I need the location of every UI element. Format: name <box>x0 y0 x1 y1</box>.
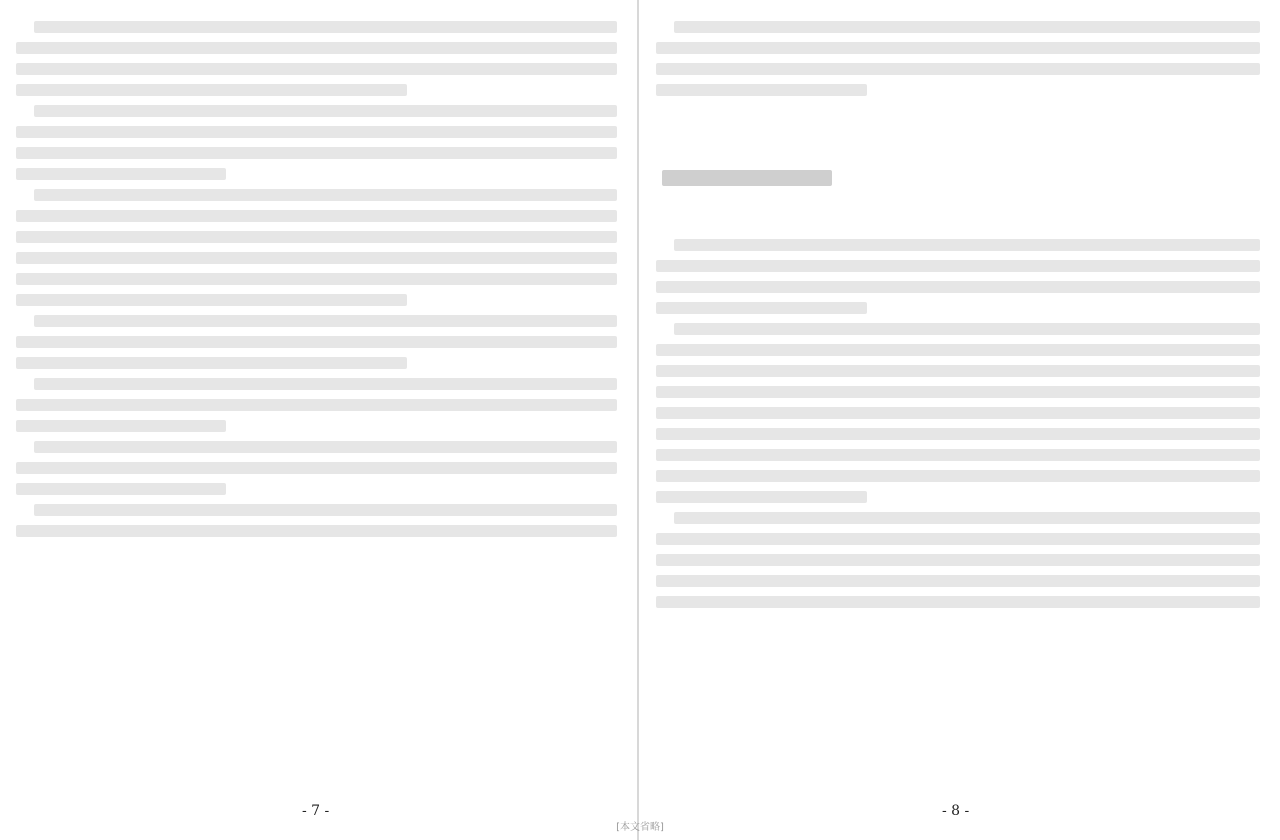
text-line-placeholder <box>674 323 1260 335</box>
text-line-placeholder <box>34 378 617 390</box>
text-line-placeholder <box>656 449 1260 461</box>
text-line-placeholder <box>16 63 617 75</box>
text-line-placeholder <box>16 231 617 243</box>
text-line-placeholder <box>16 168 226 180</box>
page-8-body-placeholder <box>656 230 1260 617</box>
text-line-placeholder <box>656 302 867 314</box>
content-omitted-notice: [本文省略] <box>616 822 664 833</box>
text-line-placeholder <box>34 189 617 201</box>
text-line-placeholder <box>34 105 617 117</box>
text-line-placeholder <box>16 525 617 537</box>
text-line-placeholder <box>656 344 1260 356</box>
text-line-placeholder <box>16 294 407 306</box>
text-line-placeholder <box>656 407 1260 419</box>
text-line-placeholder <box>656 281 1260 293</box>
text-line-placeholder <box>674 239 1260 251</box>
text-line-placeholder <box>16 462 617 474</box>
text-line-placeholder <box>16 84 407 96</box>
page-8 <box>640 0 1280 840</box>
text-line-placeholder <box>16 357 407 369</box>
text-line-placeholder <box>16 252 617 264</box>
text-line-placeholder <box>34 315 617 327</box>
text-line-placeholder <box>656 470 1260 482</box>
text-line-placeholder <box>674 21 1260 33</box>
page-7 <box>0 0 637 840</box>
page-divider <box>637 0 639 840</box>
page-number: - 8 - <box>942 803 970 819</box>
text-line-placeholder <box>16 336 617 348</box>
text-line-placeholder <box>16 420 226 432</box>
text-line-placeholder <box>16 399 617 411</box>
text-line-placeholder <box>656 63 1260 75</box>
text-line-placeholder <box>674 512 1260 524</box>
text-line-placeholder <box>34 441 617 453</box>
text-line-placeholder <box>656 596 1260 608</box>
text-line-placeholder <box>656 260 1260 272</box>
text-line-placeholder <box>16 273 617 285</box>
page-7-body-placeholder <box>16 12 617 546</box>
text-line-placeholder <box>656 554 1260 566</box>
text-line-placeholder <box>656 428 1260 440</box>
page-number: - 7 - <box>302 803 330 819</box>
text-line-placeholder <box>656 575 1260 587</box>
text-line-placeholder <box>16 42 617 54</box>
text-line-placeholder <box>656 84 867 96</box>
text-line-placeholder <box>34 21 617 33</box>
text-line-placeholder <box>656 42 1260 54</box>
page-8-intro-placeholder <box>656 12 1260 105</box>
text-line-placeholder <box>656 491 867 503</box>
text-line-placeholder <box>16 210 617 222</box>
text-line-placeholder <box>16 483 226 495</box>
text-line-placeholder <box>656 365 1260 377</box>
text-line-placeholder <box>656 386 1260 398</box>
text-line-placeholder <box>16 126 617 138</box>
text-line-placeholder <box>16 147 617 159</box>
text-line-placeholder <box>656 533 1260 545</box>
text-line-placeholder <box>34 504 617 516</box>
section-heading-placeholder <box>662 170 832 186</box>
